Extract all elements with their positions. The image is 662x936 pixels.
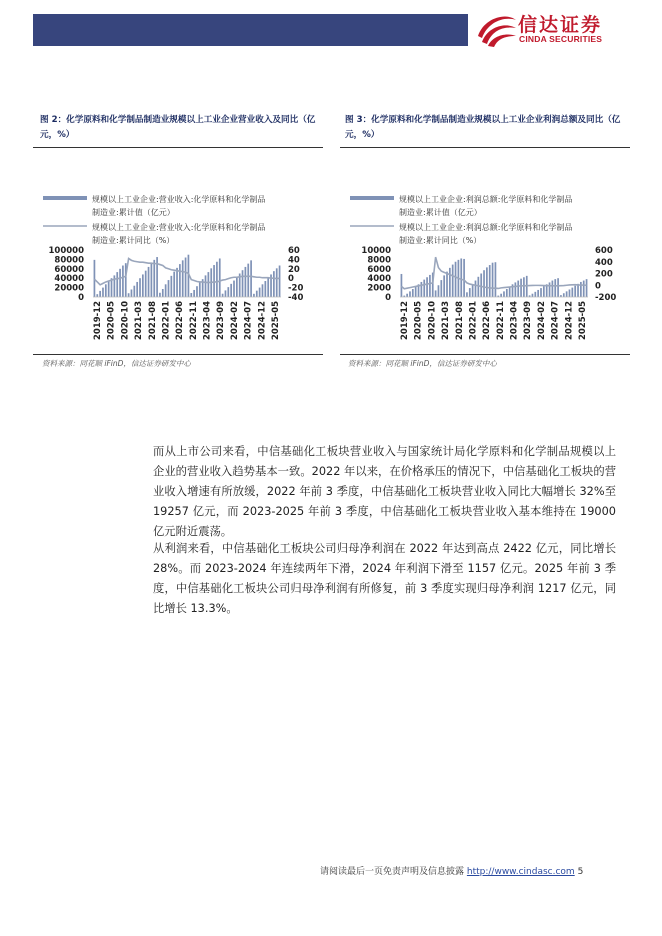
bar-mark [520, 279, 522, 297]
bar-mark [279, 266, 281, 297]
bar-mark [216, 262, 218, 297]
bar-mark [472, 284, 474, 297]
bar-mark [460, 258, 462, 297]
bar-mark [480, 274, 482, 298]
bar-mark [173, 272, 175, 297]
bar-mark [517, 281, 519, 297]
bar-mark [537, 290, 539, 297]
y-left-tick-label: 0 [385, 293, 391, 303]
y-right-tick-label: -40 [288, 293, 304, 303]
bar-mark [131, 289, 133, 297]
brand-name-cn: 信达证券 [518, 14, 603, 36]
bar-mark [401, 274, 403, 297]
bar-mark [477, 277, 479, 297]
legend-bar-label: 制造业:累计值（亿元） [92, 208, 175, 217]
bar-mark [438, 285, 440, 297]
bar-mark [230, 284, 232, 297]
x-tick-label: 2023-09 [523, 301, 534, 341]
bar-mark [142, 274, 144, 297]
x-tick-label: 2021-08 [454, 301, 465, 341]
bar-mark [443, 275, 445, 297]
bar-mark [455, 262, 457, 297]
bar-mark [185, 258, 187, 297]
bar-mark [469, 288, 471, 297]
y-left-tick-label: 10000 [361, 246, 391, 256]
x-tick-label: 2021-03 [441, 301, 452, 341]
bar-mark [179, 264, 181, 297]
header-bar [33, 14, 468, 46]
figure-2-title: 图 2：化学原料和化学制品制造业规模以上工业企业营业收入及同比（亿元，%） [40, 115, 316, 140]
x-tick-label: 2020-05 [413, 301, 424, 341]
paragraph-profit: 从利润来看，中信基础化工板块公司归母净利润在 2022 年达到高点 2422 亿元，同比增长 28%。而 2023-2024 年连续两年下滑，2024 年利润下滑至 1157 亿元。2025 年前 3 季度，中信基础化工板块公司归母净利润有所修复，前 3 季度实现归母净利润 1217 亿元，同比增长 13.3%。 [153, 542, 616, 615]
bar-mark [534, 292, 536, 297]
y-left-tick-label: 100000 [48, 246, 84, 256]
bar-mark [151, 264, 153, 297]
x-tick-label: 2022-11 [495, 301, 506, 341]
bar-mark [116, 272, 118, 297]
brand-logo [476, 10, 641, 50]
bar-mark [233, 281, 235, 297]
y-right-tick-label: 200 [595, 269, 613, 280]
bar-mark [426, 277, 428, 297]
legend-line-label: 制造业:累计同比（%） [92, 236, 175, 245]
bar-mark [139, 278, 141, 297]
y-left-tick-label: 2000 [367, 283, 391, 294]
x-tick-label: 2022-11 [188, 301, 199, 341]
bar-mark [409, 291, 411, 297]
figure-2-source: 资料来源：同花顺 iFinD，信达证券研发中心 [42, 359, 191, 368]
legend-bar-label: 规模以上工业企业:利润总额:化学原料和化学制品 [399, 195, 573, 204]
bar-mark [102, 288, 104, 297]
bar-mark [586, 279, 588, 297]
bar-mark [506, 289, 508, 297]
bar-mark [515, 282, 517, 297]
bar-mark [264, 281, 266, 297]
y-left-tick-label: 6000 [367, 264, 391, 275]
bar-mark [190, 293, 192, 297]
bar-mark [225, 290, 227, 297]
figure-3-bottom-rule [340, 354, 630, 355]
bar-mark [429, 275, 431, 297]
x-tick-label: 2024-02 [536, 301, 547, 341]
bar-mark [205, 275, 207, 297]
bar-mark [182, 260, 184, 297]
y-left-tick-label: 60000 [54, 264, 84, 275]
bar-mark [406, 294, 408, 297]
bar-mark [168, 280, 170, 297]
bar-mark [213, 265, 215, 297]
revenue-chart [38, 185, 328, 355]
profit-chart [345, 185, 635, 355]
footer-url-link[interactable]: http://www.cindasc.com [466, 867, 575, 877]
y-right-tick-label: -200 [595, 293, 617, 303]
x-tick-label: 2024-12 [564, 301, 575, 341]
x-tick-label: 2022-06 [175, 301, 186, 341]
figure-2-top-rule [33, 147, 323, 148]
bar-mark [563, 293, 565, 297]
bar-mark [475, 281, 477, 297]
bar-mark [242, 270, 244, 297]
legend-bar-swatch [350, 196, 394, 200]
x-tick-label: 2020-10 [120, 301, 131, 341]
bar-mark [273, 271, 275, 297]
x-tick-label: 2022-01 [468, 301, 479, 341]
bar-mark [133, 286, 135, 297]
bar-mark [483, 270, 485, 297]
bar-mark [247, 264, 249, 297]
x-tick-label: 2023-04 [509, 301, 520, 341]
x-tick-label: 2022-06 [482, 301, 493, 341]
bar-mark [262, 284, 264, 297]
bar-mark [523, 277, 525, 297]
bar-mark [509, 287, 511, 297]
bar-mark [463, 259, 465, 297]
bar-mark [162, 289, 164, 297]
bar-mark [571, 288, 573, 297]
bar-mark [569, 289, 571, 297]
bar-mark [574, 286, 576, 297]
bar-mark [423, 280, 425, 297]
bar-mark [119, 269, 121, 297]
bar-mark [435, 290, 437, 297]
x-tick-label: 2019-12 [93, 301, 103, 341]
figure-3-source: 资料来源：同花顺 iFinD，信达证券研发中心 [348, 359, 497, 368]
bar-mark [99, 291, 101, 297]
bar-mark [276, 268, 278, 297]
bar-mark [583, 281, 585, 297]
x-tick-label: 2022-01 [161, 301, 172, 341]
bar-mark [566, 291, 568, 297]
y-left-tick-label: 20000 [54, 283, 84, 294]
bar-mark [145, 271, 147, 297]
x-tick-label: 2019-12 [400, 301, 410, 341]
bar-mark [500, 294, 502, 297]
figure-3-title: 图 3：化学原料和化学制品制造业规模以上工业企业利润总额及同比（亿元，%） [345, 115, 621, 140]
bar-mark [489, 265, 491, 297]
bar-mark [577, 284, 579, 297]
y-right-tick-label: 0 [288, 274, 294, 285]
bar-mark [96, 294, 98, 297]
figure-3-top-rule [340, 147, 630, 148]
bar-mark [486, 267, 488, 297]
bar-mark [492, 263, 494, 297]
bar-mark [446, 272, 448, 297]
bar-mark [176, 268, 178, 297]
bar-mark [227, 287, 229, 297]
x-tick-label: 2024-07 [550, 301, 561, 341]
bar-mark [554, 279, 556, 297]
bar-mark [153, 260, 155, 297]
bar-mark [245, 267, 247, 297]
footer-disclaimer: 请阅读最后一页免责声明及信息披露 [320, 867, 465, 877]
y-right-tick-label: -20 [288, 283, 304, 294]
bar-mark [552, 281, 554, 297]
x-tick-label: 2024-12 [257, 301, 268, 341]
bar-mark [128, 293, 130, 297]
bar-mark [136, 282, 138, 297]
bar-mark [532, 294, 534, 297]
y-left-tick-label: 0 [78, 293, 84, 303]
y-left-tick-label: 8000 [367, 255, 391, 266]
figure-2-bottom-rule [33, 354, 323, 355]
y-right-tick-label: 0 [595, 281, 601, 292]
bar-mark [208, 272, 210, 297]
y-left-tick-label: 4000 [367, 274, 391, 285]
x-tick-label: 2021-03 [134, 301, 145, 341]
bar-mark [219, 258, 221, 297]
bar-mark [412, 289, 414, 297]
x-tick-label: 2020-10 [427, 301, 438, 341]
y-right-tick-label: 400 [595, 257, 613, 268]
page-number: 5 [577, 867, 584, 877]
bar-mark [108, 281, 110, 297]
legend-bar-label: 制造业:累计值（亿元） [399, 208, 482, 217]
y-left-tick-label: 40000 [54, 274, 84, 285]
bar-mark [165, 284, 167, 297]
bar-mark [549, 282, 551, 297]
bar-mark [250, 260, 252, 297]
bar-mark [466, 292, 468, 297]
bar-mark [122, 266, 124, 297]
bar-mark [196, 286, 198, 297]
bar-mark [148, 267, 150, 297]
bar-mark [495, 262, 497, 297]
x-tick-label: 2024-02 [229, 301, 240, 341]
y-right-tick-label: 20 [288, 264, 300, 275]
bar-mark [256, 291, 258, 297]
bar-mark [94, 260, 96, 297]
bar-mark [159, 293, 161, 297]
paragraph-revenue: 而从上市公司来看，中信基础化工板块营业收入与国家统计局化学原料和化学制品规模以上企业的营业收入趋势基本一致。2022 年以来，在价格承压的情况下，中信基础化工板块的营业收入增速有所放缓，2022 年前 3 季度，中信基础化工板块营业收入同比大幅增长 32%至 19257 亿元，而 2023-2025 年前 3 季度，中信基础化工板块营业收入基本维持在 19000 亿元附近震荡。 [153, 445, 616, 538]
bar-mark [440, 280, 442, 297]
bar-mark [449, 268, 451, 297]
bar-mark [580, 282, 582, 297]
bar-mark [193, 290, 195, 297]
brand-name-en: CINDA SECURITIES [519, 34, 603, 44]
y-right-tick-label: 60 [288, 246, 300, 256]
legend-bar-label: 规模以上工业企业:营业收入:化学原料和化学制品 [92, 195, 266, 204]
x-tick-label: 2023-04 [202, 301, 213, 341]
bar-mark [452, 265, 454, 297]
legend-bar-swatch [43, 196, 87, 200]
x-tick-label: 2021-08 [147, 301, 158, 341]
x-tick-label: 2024-07 [243, 301, 254, 341]
x-tick-label: 2025-05 [271, 301, 281, 341]
brand-logo-icon [476, 10, 518, 48]
y-right-tick-label: 40 [288, 255, 300, 266]
y-right-tick-label: 600 [595, 246, 613, 256]
bar-mark [503, 291, 505, 297]
bar-mark [222, 294, 224, 297]
bar-mark [267, 278, 269, 297]
bar-mark [415, 287, 417, 297]
bar-mark [105, 284, 107, 297]
legend-line-label: 规模以上工业企业:营业收入:化学原料和化学制品 [92, 223, 266, 232]
page-footer [320, 864, 620, 884]
bar-mark [253, 294, 255, 297]
bar-mark [199, 282, 201, 297]
x-tick-label: 2020-05 [106, 301, 117, 341]
bar-mark [557, 278, 559, 297]
bar-mark [540, 288, 542, 297]
x-tick-label: 2025-05 [578, 301, 588, 341]
y-left-tick-label: 80000 [54, 255, 84, 266]
x-tick-label: 2023-09 [216, 301, 227, 341]
bar-mark [421, 282, 423, 297]
bar-mark [259, 288, 261, 297]
bar-mark [236, 277, 238, 297]
legend-line-label: 规模以上工业企业:利润总额:化学原料和化学制品 [399, 223, 573, 232]
legend-line-label: 制造业:累计同比（%） [399, 236, 482, 245]
bar-mark [170, 276, 172, 297]
bar-mark [543, 286, 545, 297]
